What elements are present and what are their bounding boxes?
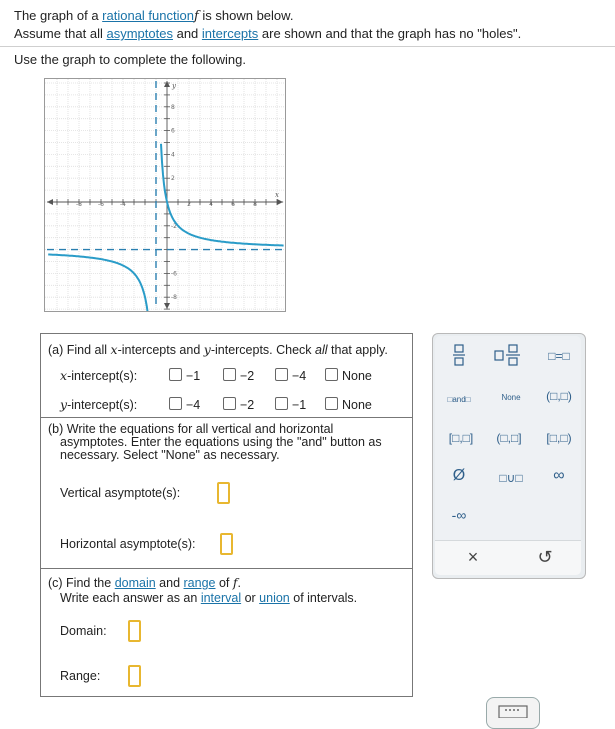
- rational-function-link[interactable]: rational function: [102, 8, 194, 23]
- y-axis-arrow: [164, 81, 170, 87]
- x-axis-arrow-left: [47, 199, 53, 205]
- part-b-divider: [41, 417, 412, 418]
- part-c-prompt: (c) Find the domain and range of f. Write each answer as an interval or union of intervals.: [48, 575, 358, 605]
- close-icon: ×: [467, 547, 479, 567]
- x-intercept-option-2[interactable]: −2: [223, 368, 254, 383]
- domain-label: Domain:: [60, 624, 107, 638]
- intercepts-link[interactable]: intercepts: [201, 26, 259, 41]
- union-button[interactable]: □∪□: [499, 471, 523, 485]
- closed-interval-button[interactable]: [□,□]: [448, 431, 474, 445]
- checkbox[interactable]: [275, 368, 288, 381]
- equals-button[interactable]: □=□: [548, 349, 570, 363]
- empty-set-button[interactable]: Ø: [452, 467, 466, 484]
- fraction-icon: [452, 344, 466, 366]
- checkbox[interactable]: [169, 368, 182, 381]
- x-axis-arrow: [277, 199, 283, 205]
- x-intercept-option-3[interactable]: −4: [275, 368, 306, 383]
- interval-link[interactable]: interval: [200, 591, 242, 605]
- y-intercept-option-1[interactable]: −4: [169, 397, 200, 412]
- x-intercept-label: x-intercept(s):: [60, 368, 138, 383]
- union-link[interactable]: union: [259, 591, 290, 605]
- none-button[interactable]: None: [501, 393, 521, 402]
- y-tick-label: -8: [171, 294, 177, 302]
- function-graph: [44, 78, 286, 312]
- domain-input[interactable]: [128, 620, 141, 642]
- x-tick-label: 2: [187, 201, 191, 208]
- closed-open-interval-button[interactable]: [□,□): [546, 431, 572, 445]
- part-a-prompt: (a) Find all x-intercepts and y-intercepts. Check all that apply.: [48, 342, 388, 357]
- x-tick-label: 6: [231, 201, 235, 208]
- negative-infinity-button[interactable]: -∞: [451, 507, 467, 523]
- mixed-number-icon: [494, 344, 524, 366]
- infinity-button[interactable]: ∞: [553, 467, 565, 484]
- undo-icon: ↺: [537, 547, 553, 567]
- x-intercept-option-none[interactable]: None: [325, 368, 372, 383]
- vertical-asymptote-label: Vertical asymptote(s):: [60, 486, 181, 500]
- y-tick-label: 2: [171, 175, 175, 183]
- toolbar-actions: [435, 540, 581, 575]
- toolbar-body: [435, 336, 581, 572]
- x-tick-label: 8: [253, 201, 257, 208]
- clear-button[interactable]: [461, 547, 485, 568]
- domain-link[interactable]: domain: [114, 576, 156, 590]
- fraction-button[interactable]: [449, 344, 469, 369]
- x-intercept-option-1[interactable]: −1: [169, 368, 200, 383]
- x-axis-label: x: [275, 191, 279, 199]
- y-intercept-label: y-intercept(s):: [60, 397, 138, 412]
- range-input[interactable]: [128, 665, 141, 687]
- horizontal-asymptote-input[interactable]: [220, 533, 233, 555]
- checkbox[interactable]: [275, 397, 288, 410]
- y-intercept-option-2[interactable]: −2: [223, 397, 254, 412]
- graph-tick-labels: [76, 82, 279, 301]
- open-interval-button[interactable]: (□,□): [546, 389, 572, 403]
- y-tick-label: 6: [171, 127, 175, 135]
- question-intro: The graph of a rational functionf is shown below. Assume that all asymptotes and intercepts are shown and that the graph has no "holes".: [14, 8, 522, 41]
- graph-svg: [45, 79, 285, 311]
- y-tick-label: 8: [171, 103, 175, 111]
- x-tick-label: -4: [120, 201, 126, 208]
- and-button[interactable]: □and□: [447, 395, 471, 404]
- x-tick-label: -6: [98, 201, 104, 208]
- checkbox[interactable]: [325, 368, 338, 381]
- part-b-prompt: (b) Write the equations for all vertical and horizontal asymptotes. Enter the equations using the "and" button as necessary. Select "None" as necessary.: [48, 422, 382, 462]
- vertical-asymptote-input[interactable]: [217, 482, 230, 504]
- range-label: Range:: [60, 669, 101, 683]
- open-closed-interval-button[interactable]: (□,□]: [496, 431, 522, 445]
- keyboard-icon: [487, 698, 539, 718]
- graph-curves: [48, 144, 283, 311]
- y-intercept-option-3[interactable]: −1: [275, 397, 306, 412]
- undo-button[interactable]: [533, 547, 557, 568]
- checkbox[interactable]: [223, 368, 236, 381]
- checkbox[interactable]: [325, 397, 338, 410]
- y-axis-label: y: [172, 82, 176, 90]
- y-tick-label: 4: [171, 151, 175, 159]
- y-tick-label: -6: [171, 270, 177, 278]
- range-link[interactable]: range: [183, 576, 216, 590]
- checkbox[interactable]: [169, 397, 182, 410]
- y-axis-arrow-down: [164, 303, 170, 309]
- math-toolbar: [432, 333, 586, 579]
- intro-divider: [0, 46, 615, 47]
- left-branch-curve: [48, 255, 151, 312]
- x-tick-label: 4: [209, 201, 213, 208]
- y-intercept-option-none[interactable]: None: [325, 397, 372, 412]
- y-tick-label: -2: [171, 222, 177, 230]
- asymptotes-link[interactable]: asymptotes: [106, 26, 173, 41]
- instruction-text: Use the graph to complete the following.: [14, 52, 246, 67]
- horizontal-asymptote-label: Horizontal asymptote(s):: [60, 537, 196, 551]
- x-tick-label: -8: [76, 201, 82, 208]
- question-panel: [40, 333, 413, 697]
- checkbox[interactable]: [223, 397, 236, 410]
- mixed-number-button[interactable]: [493, 344, 525, 369]
- part-c-divider: [41, 568, 412, 569]
- keypad-button[interactable]: [486, 697, 540, 729]
